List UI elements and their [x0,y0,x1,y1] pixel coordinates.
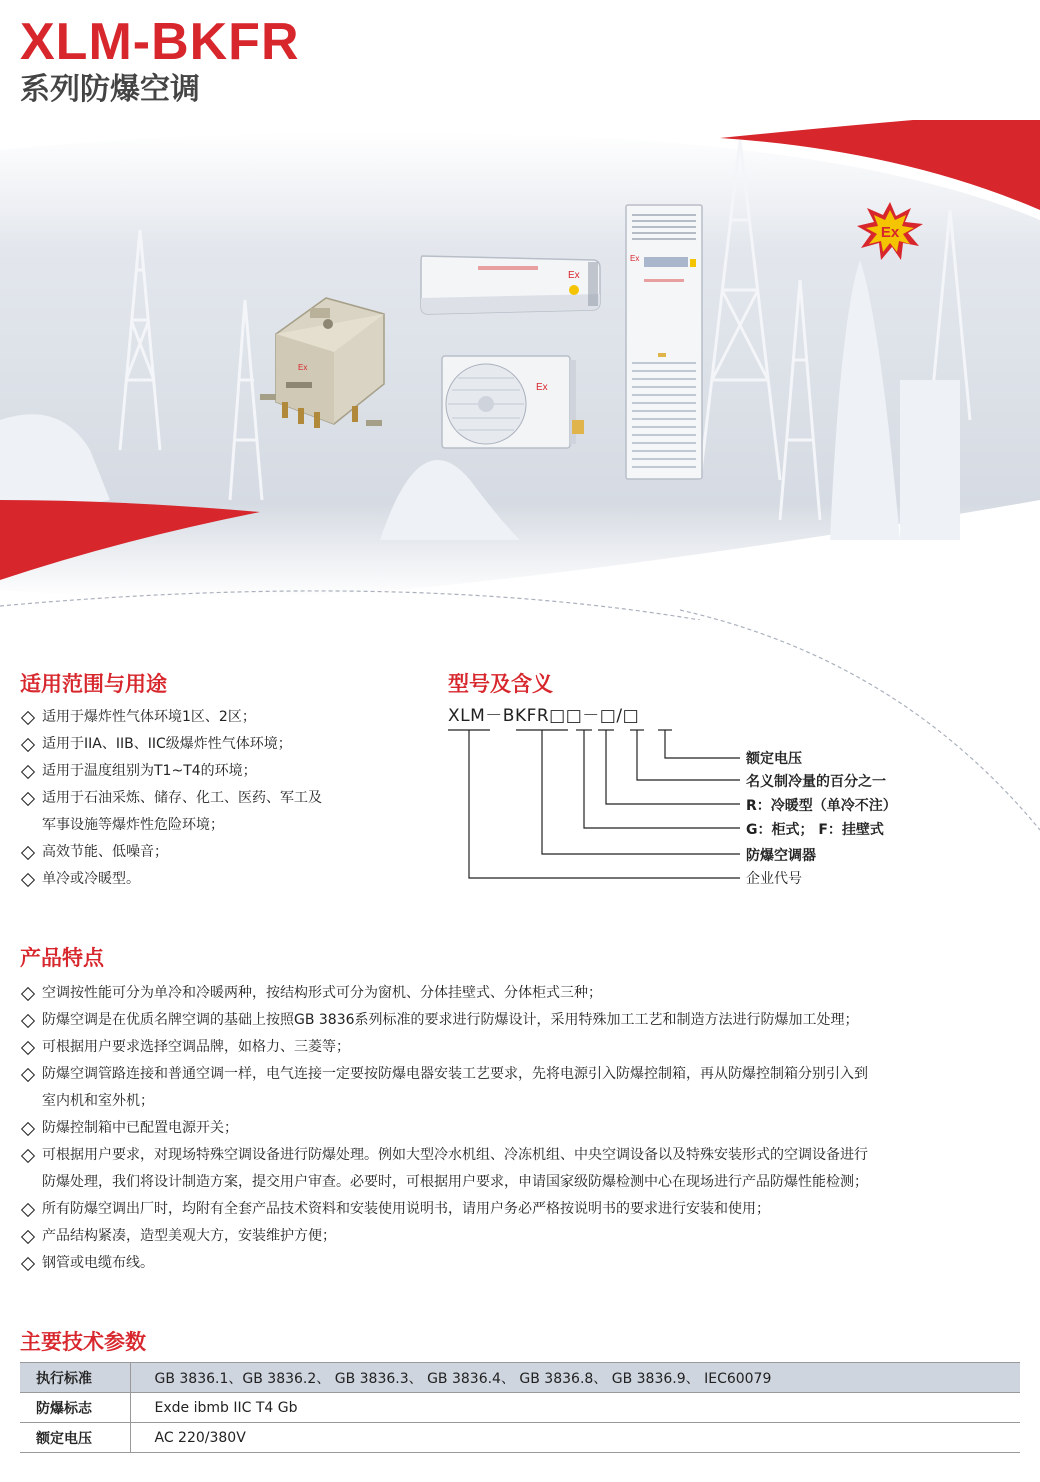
control-box-ex-label: Ex [298,363,308,372]
spec-value: GB 3836.1、GB 3836.2、 GB 3836.3、 GB 3836.4、 GB 3836.8、 GB 3836.9、 IEC60079 [130,1363,1020,1393]
spec-key: 执行标准 [20,1363,130,1393]
model-label-rated-voltage: 额定电压 [746,751,802,767]
table-row [20,1393,1020,1423]
list-item [20,1061,1030,1115]
ex-badge-icon [855,200,925,262]
scope-section-title: 适用范围与用途 [20,672,167,696]
spec-key: 防爆标志 [20,1393,130,1423]
model-diagram-lines [440,700,1040,900]
model-label-form: G：柜式； F：挂壁式 [746,822,884,838]
scope-list [20,704,420,893]
brand-title: XLM-BKFR [20,13,300,71]
list-item: 所有防爆空调出厂时，均附有全套产品技术资料和安装使用说明书，请用户务必严格按说明书的要求进行安装和使用； [20,1196,1030,1223]
brand-subtitle: 系列防爆空调 [20,72,200,107]
table-row [20,1363,1020,1393]
model-label-type: R：冷暖型（单冷不注） [746,798,897,814]
list-item-text: 防爆空调管路连接和普通空调一样，电气连接一定要按防爆电器安装工艺要求，先将电源引入防爆控制箱，再从防爆控制箱分别引入到 [42,1066,868,1082]
specs-section-title: 主要技术参数 [20,1330,146,1354]
features-section-title: 产品特点 [20,946,104,970]
model-code: XLM－BKFR□□－□/□ [448,706,640,726]
spec-key: 额定电压 [20,1423,130,1453]
list-item: 防爆控制箱中已配置电源开关； [20,1115,1030,1142]
list-item: 高效节能、低噪音； [20,839,420,866]
list-item-text: 适用于石油采炼、储存、化工、医药、军工及 [42,790,322,806]
list-item: 适用于IIA、IIB、IIC级爆炸性气体环境； [20,731,420,758]
list-item [20,785,420,839]
model-section-title: 型号及含义 [448,672,553,696]
list-item: 单冷或冷暖型。 [20,866,420,893]
indoor-wall-unit-image [418,252,602,318]
list-item-continuation: 军事设施等爆炸性危险环境； [42,817,224,833]
list-item [20,1142,1030,1196]
spec-value: AC 220/380V [130,1423,1020,1453]
model-label-company: 企业代号 [746,871,802,887]
spec-value: Exde ibmb IIC T4 Gb [130,1393,1020,1423]
model-label-capacity: 名义制冷量的百分之一 [746,774,886,790]
model-label-product: 防爆空调器 [746,848,816,864]
indoor-ex-label: Ex [568,270,580,281]
list-item: 防爆空调是在优质名牌空调的基础上按照GB 3836系列标准的要求进行防爆设计，采用特殊加工工艺和制造方法进行防爆加工处理； [20,1007,1030,1034]
list-item: 可根据用户要求选择空调品牌，如格力、三菱等； [20,1034,1030,1061]
cabinet-ex-label: Ex [630,254,640,263]
list-item: 适用于温度组别为T1~T4的环境； [20,758,420,785]
list-item: 适用于爆炸性气体环境1区、2区； [20,704,420,731]
list-item: 钢管或电缆布线。 [20,1250,1030,1277]
features-list [20,980,1030,1277]
cabinet-unit-image [624,203,706,483]
list-item-continuation: 防爆处理，我们将设计制造方案，提交用户审查。必要时，可根据用户要求，申请国家级防爆检测中心在现场进行产品防爆性能检测； [42,1174,868,1190]
ex-badge-text: Ex [880,224,900,241]
outdoor-unit-image [440,350,586,454]
outdoor-ex-label: Ex [536,382,548,393]
list-item-continuation: 室内机和室外机； [42,1093,154,1109]
specs-table [20,1362,1020,1453]
list-item: 空调按性能可分为单冷和冷暖两种，按结构形式可分为窗机、分体挂壁式、分体柜式三种； [20,980,1030,1007]
table-row [20,1423,1020,1453]
list-item: 产品结构紧凑，造型美观大方，安装维护方便； [20,1223,1030,1250]
list-item-text: 可根据用户要求，对现场特殊空调设备进行防爆处理。例如大型冷水机组、冷冻机组、中央空调设备以及特殊安装形式的空调设备进行 [42,1147,868,1163]
control-box-image [256,294,390,442]
